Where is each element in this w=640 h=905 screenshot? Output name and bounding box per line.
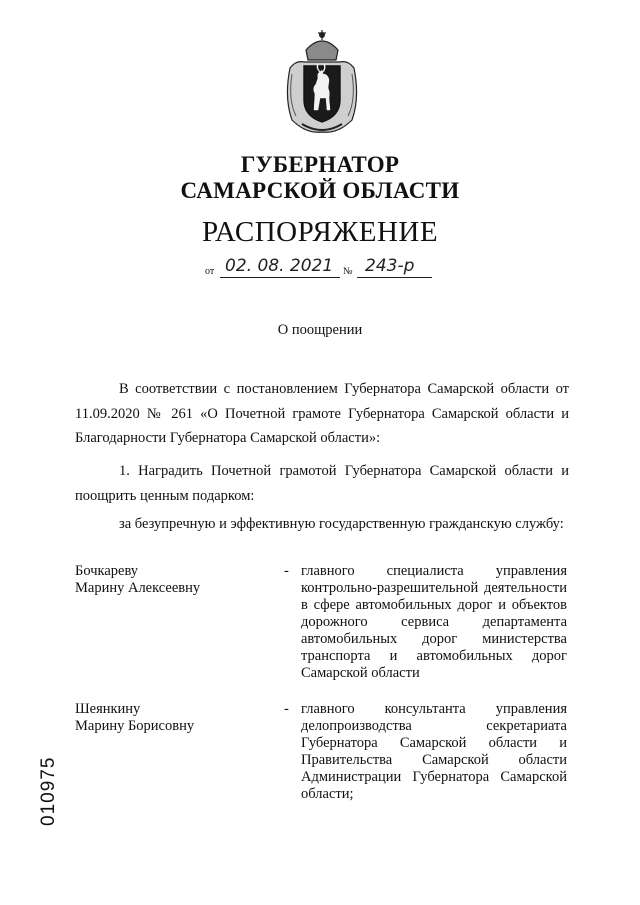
date-prefix: от — [205, 266, 215, 277]
reason-paragraph: за безупречную и эффективную государственную гражданскую службу: — [119, 516, 564, 532]
document-subject: О поощрении — [277, 322, 363, 338]
awardee-position: главного консультанта управления делопроизводства секретариата Губернатора Самарской области и Правительства Самарской области Администрации Губернатора Самарской области; — [301, 701, 567, 802]
handwritten-number: 243-р — [365, 256, 415, 276]
awardee-given-names: Марину Борисовну — [75, 718, 195, 734]
awardee-given-names: Марину Алексеевну — [75, 580, 201, 596]
samara-coat-of-arms-icon — [282, 28, 362, 136]
number-prefix: № — [343, 266, 353, 277]
awardee-position: главного специалиста управления контрольно-разрешительной деятельности в сфере автомобильных дорог и объектов дорожного сервиса департамента автомобильных дорог министерства транспорта и автомобильных дорог Самарской области — [301, 563, 567, 681]
awardee-surname: Бочкареву — [75, 563, 139, 579]
awardee-dash: - — [284, 563, 289, 579]
issuer-title-line1: ГУБЕРНАТОР — [240, 152, 400, 177]
form-serial-number: 010975 — [38, 756, 59, 826]
number-underline — [357, 277, 432, 278]
awardee-surname: Шеянкину — [75, 701, 141, 717]
basis-paragraph: В соответствии с постановлением Губернатора Самарской области от 11.09.2020 № 261 «О Почетной грамоте Губернатора Самарской области и Благодарности Губернатора Самарской области»: — [75, 381, 569, 446]
item1-paragraph: 1. Наградить Почетной грамотой Губернатора Самарской области и поощрить ценным подарком: — [75, 463, 569, 504]
awardee-name — [75, 701, 255, 735]
document-type: РАСПОРЯЖЕНИЕ — [201, 216, 439, 248]
handwritten-date: 02. 08. 2021 — [225, 256, 334, 276]
awardee-name — [75, 563, 255, 597]
awardee-dash: - — [284, 701, 289, 717]
registration-line — [205, 256, 435, 282]
issuer-title-line2: САМАРСКОЙ ОБЛАСТИ — [180, 178, 460, 203]
date-underline — [220, 277, 340, 278]
